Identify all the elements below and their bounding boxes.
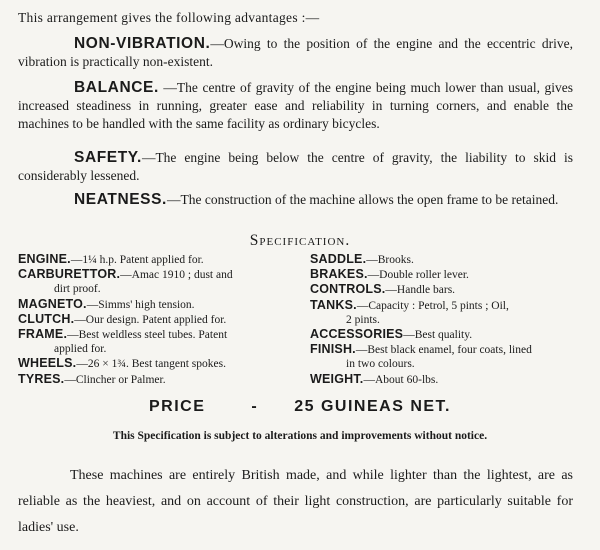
spec-value: —Capacity : Petrol, 5 pints ; Oil,	[356, 299, 509, 312]
spec-label: CARBURETTOR.	[18, 267, 121, 282]
intro-text: This arrangement gives the following advantages :—	[18, 10, 320, 25]
spec-weight	[310, 372, 582, 387]
spec-carburettor	[18, 267, 296, 296]
closing-text: These machines are entirely British made, and while lighter than the lightest, are as reliable as the heaviest, and on account of their light construction, are particularly suitable for ladies' use.	[18, 468, 573, 535]
spec-value-continued: 2 pints.	[346, 313, 380, 326]
spec-label: FINISH.	[310, 342, 356, 357]
spec-engine	[18, 252, 296, 267]
spec-value: —Best quality.	[403, 329, 473, 342]
spec-value: —1¼ h.p. Patent applied for.	[70, 254, 204, 266]
advantage-text: —The construction of the machine allows the open frame to be retained.	[166, 192, 559, 207]
advantage-non-vibration	[18, 35, 573, 71]
spec-label: MAGNETO.	[18, 296, 87, 311]
alteration-notice: This Specification is subject to alterations and improvements without notice.	[112, 430, 488, 442]
advantage-text: —Owing to the position of the engine and the eccentric drive, vibration is practically non-existent.	[18, 36, 573, 69]
spec-value: —Clincher or Palmer.	[64, 373, 166, 386]
spec-label: WEIGHT.	[310, 371, 364, 386]
spec-value-continued: in two colours.	[346, 358, 415, 371]
spec-value: —Amac 1910 ; dust and	[120, 269, 233, 282]
spec-frame	[18, 327, 296, 356]
spec-value: —Our design. Patent applied for.	[74, 313, 227, 326]
spec-tyres	[18, 372, 296, 387]
spec-label: SADDLE.	[310, 252, 367, 266]
price-label: PRICE	[149, 398, 206, 415]
advantage-balance	[18, 79, 573, 133]
spec-value: —Double roller lever.	[367, 269, 469, 282]
spec-label: ENGINE.	[18, 252, 71, 266]
spec-column-left	[18, 252, 296, 387]
spec-label: ACCESSORIES	[310, 327, 404, 342]
spec-label: BRAKES.	[310, 267, 368, 282]
spec-label: CONTROLS.	[310, 282, 386, 297]
spec-magneto	[18, 297, 296, 312]
advantage-keyword: NEATNESS.	[74, 191, 167, 208]
spec-label: FRAME.	[18, 327, 68, 342]
advantage-text: —The centre of gravity of the engine being much lower than usual, gives increased steadiness in running, greater ease and reliability in turning corners, and enable the machines to be handled with the same facility as ordinary bicycles.	[18, 80, 573, 131]
spec-value: —Handle bars.	[385, 284, 456, 297]
spec-value: —Simms' high tension.	[86, 298, 195, 311]
advantage-safety	[18, 149, 573, 185]
price-dash: -	[251, 398, 259, 415]
spec-label: TANKS.	[310, 297, 357, 312]
spec-label: TYRES.	[18, 371, 65, 386]
advantage-keyword: BALANCE.	[74, 79, 159, 96]
specification-heading	[0, 232, 600, 250]
spec-finish	[310, 342, 582, 371]
spec-value-continued: dirt proof.	[54, 283, 101, 296]
closing-paragraph	[18, 463, 573, 541]
spec-tanks	[310, 298, 582, 327]
spec-clutch	[18, 312, 296, 327]
advantage-neatness	[18, 191, 573, 209]
spec-brakes	[310, 267, 582, 282]
advantage-keyword: NON-VIBRATION.	[74, 35, 211, 52]
spec-saddle	[310, 252, 582, 267]
spec-value-continued: applied for.	[54, 343, 107, 356]
spec-label: WHEELS.	[18, 356, 77, 371]
spec-value: —26 × 1¾. Best tangent spokes.	[76, 358, 226, 371]
spec-value: —Best weldless steel tubes. Patent	[67, 329, 228, 342]
spec-label: CLUTCH.	[18, 311, 75, 326]
spec-controls	[310, 282, 582, 297]
price-value: 25 GUINEAS NET.	[294, 398, 451, 415]
spec-value: —Best black enamel, four coats, lined	[355, 344, 532, 357]
price-line	[0, 398, 600, 416]
spec-value: —About 60-lbs.	[363, 373, 439, 386]
advantage-text: —The engine being below the centre of gravity, the liability to skid is considerably lessened.	[18, 150, 573, 183]
advantage-keyword: SAFETY.	[74, 149, 142, 166]
specification-heading-text: Specification.	[249, 232, 351, 249]
spec-accessories	[310, 327, 582, 342]
spec-value: —Brooks.	[366, 254, 414, 266]
spec-column-right	[310, 252, 582, 387]
spec-wheels	[18, 356, 296, 371]
